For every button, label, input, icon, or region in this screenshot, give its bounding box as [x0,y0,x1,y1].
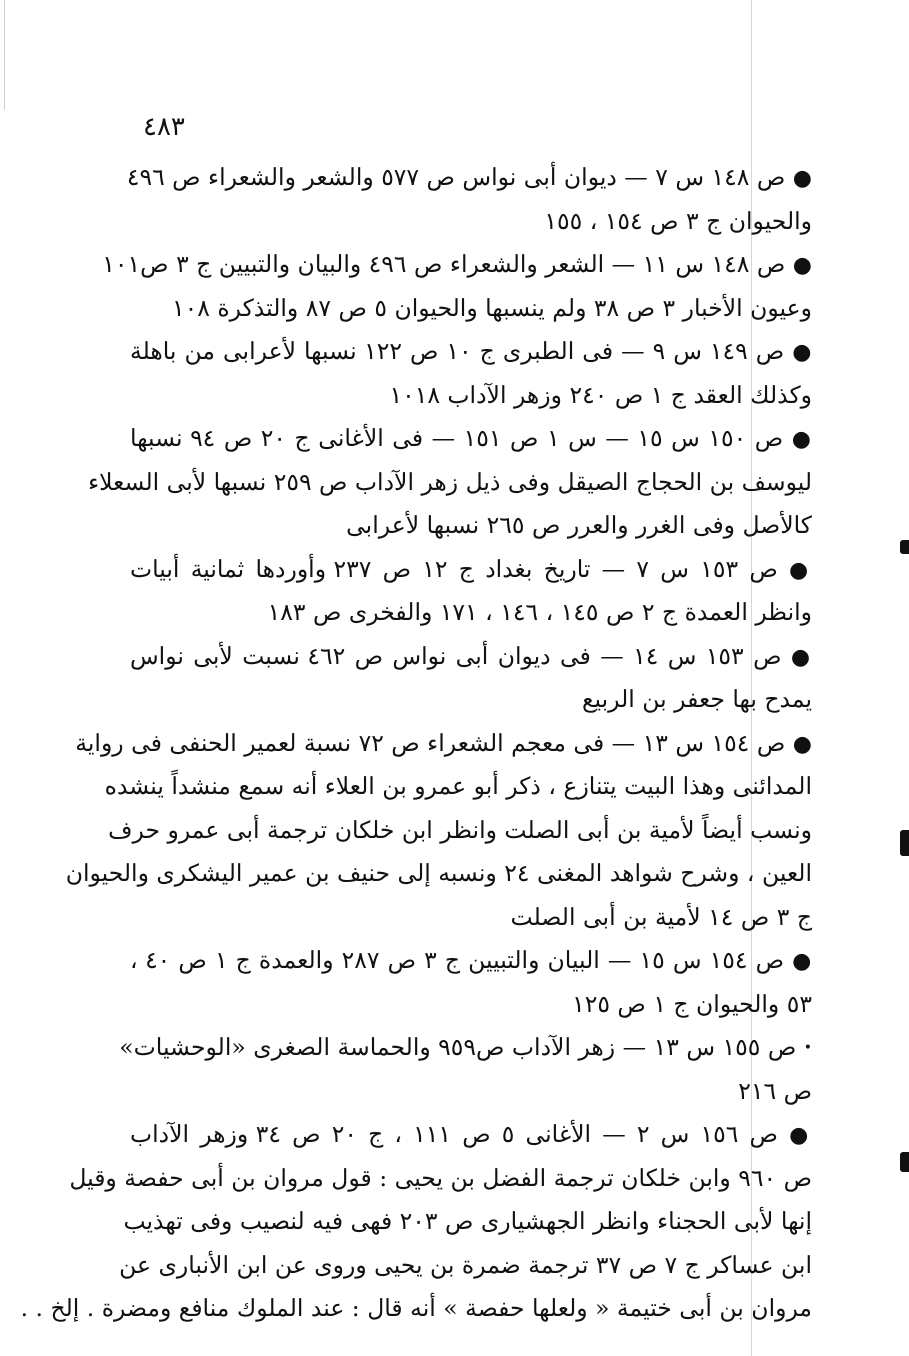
note-line [75,722,812,766]
note-line [123,1200,812,1244]
note-text: ص ١٤٨ س ٧ — ديوان أبى نواس ص ٥٧٧ والشعر والشعراء ص ٤٩٦ [126,163,786,191]
edge-mark-2 [900,830,909,856]
note-text: ص ١٥٤ س ١٥ — البيان والتبيين ج ٣ ص ٢٨٧ والعمدة ج ١ ص ٤٠ ، [130,946,785,974]
bullet-icon: • [803,1039,812,1056]
note-line [130,374,812,418]
note-text: العين ، وشرح شواهد المغنى ٢٤ ونسبه إلى حنيف بن عمير اليشكرى والحيوان [65,859,812,887]
note-text: وانظر العمدة ج ٢ ص ١٤٥ ، ١٤٦ ، ١٧١ والفخرى ص ١٨٣ [267,598,812,626]
note-line [69,1157,812,1201]
edge-mark-3 [900,1152,909,1172]
note-line [65,852,812,896]
note-line [104,765,812,809]
note-text: ص ١٤٩ س ٩ — فى الطبرى ج ١٠ ص ١٢٢ نسبها لأعرابى من باهلة [130,337,785,365]
note-text: ص ١٥٦ س ٢ — الأغانى ٥ ص ١١١ ، ج ٢٠ ص ٣٤ وزهر الآداب [130,1120,778,1148]
note-text: ص ١٤٨ س ١١ — الشعر والشعراء ص ٤٩٦ والبيان والتبيين ج ٣ ص١٠١ [102,250,786,278]
bullet-icon: ● [789,557,812,583]
note-text: ليوسف بن الحجاج الصيقل وفى ذيل زهر الآداب ص ٢٥٩ نسبها لأبى السعلاء [88,467,812,496]
note-line [130,896,812,940]
note-text: ص ١٥٣ س ٧ — تاريخ بغداد ج ١٢ ص ٢٣٧ وأوردها ثمانية أبيات [130,554,778,583]
note-line [102,243,812,287]
edge-mark-1 [900,540,909,554]
footnotes-list [20,156,812,1331]
note-line [130,1113,812,1157]
note-line [108,809,812,853]
note-line [130,635,812,679]
note-text: ٥٣ والحيوان ج ١ ص ١٢٥ [572,989,812,1018]
note-line [130,678,812,722]
note-text: ص ١٥٣ س ١٤ — فى ديوان أبى نواس ص ٤٦٢ نسبت لأبى نواس [130,641,782,670]
note-line [130,1070,812,1114]
note-text: يمدح بها جعفر بن الربيع [582,685,812,713]
note-text: وعيون الأخبار ٣ ص ٣٨ ولم ينسبها والحيوان ٥ ص ٨٧ والتذكرة ١٠٨ [171,293,812,322]
page-number: ٤٨٣ [143,112,185,142]
note-text: ونسب أيضاً لأمية بن أبى الصلت وانظر ابن خلكان ترجمة أبى عمرو حرف [108,815,812,844]
note-text: ص ٢١٦ [738,1076,812,1105]
note-text: ص ١٥٥ س ١٣ — زهر الآداب ص٩٥٩ والحماسة الصغرى «الوحشيات» [119,1033,797,1061]
note-text: والحيوان ج ٣ ص ١٥٤ ، ١٥٥ [544,206,812,235]
bullet-icon: ● [790,644,812,670]
bullet-icon: ● [792,731,812,757]
bullet-icon: ● [791,427,812,452]
note-text: إنها لأبى الحجناء وانظر الجهشيارى ص ٢٠٣ فهى فيه لنصيب وفى تهذيب [123,1207,812,1235]
note-text: ص ٩٦٠ وابن خلكان ترجمة الفضل بن يحيى : قول مروان بن أبى حفصة وقيل [69,1163,812,1192]
note-line [119,1026,812,1070]
note-text: مروان بن أبى ختيمة « ولعلها حفصة » أنه قال : عند الملوك منافع ومضرة . إلخ . . [20,1294,812,1322]
bullet-icon: ● [792,166,812,191]
note-line [130,939,812,983]
note-line [119,1244,812,1288]
note-line [130,504,812,548]
bullet-icon: ● [792,340,812,365]
note-text: ابن عساكر ج ٧ ص ٣٧ ترجمة ضمرة بن يحيى وروى عن ابن الأنبارى عن [119,1250,812,1279]
note-line [126,156,812,200]
bullet-icon: ● [789,1123,812,1148]
note-text: ج ٣ ص ١٤ لأمية بن أبى الصلت [510,902,812,931]
scan-edge-left [4,0,5,110]
note-line [130,287,812,331]
note-line [130,200,812,244]
note-text: المدائنى وهذا البيت يتنازع ، ذكر أبو عمرو بن العلاء أنه سمع منشداً ينشده [104,772,812,800]
note-line [130,548,812,592]
note-text: وكذلك العقد ج ١ ص ٢٤٠ وزهر الآداب ١٠١٨ [389,380,812,409]
note-line [130,591,812,635]
note-text: ص ١٥٤ س ١٣ — فى معجم الشعراء ص ٧٢ نسبة لعمير الحنفى فى رواية [75,728,786,757]
note-line [20,1287,812,1331]
note-line [130,330,812,374]
note-line [88,461,812,505]
note-line [130,983,812,1027]
bullet-icon: ● [792,949,812,974]
bullet-icon: ● [792,253,812,278]
note-text: ص ١٥٠ س ١٥ — س ١ ص ١٥١ — فى الأغانى ج ٢٠ ص ٩٤ نسبها [130,424,784,452]
note-text: كالأصل وفى الغرر والعرر ص ٢٦٥ نسبها لأعرابى [346,511,812,539]
note-line [130,417,812,461]
